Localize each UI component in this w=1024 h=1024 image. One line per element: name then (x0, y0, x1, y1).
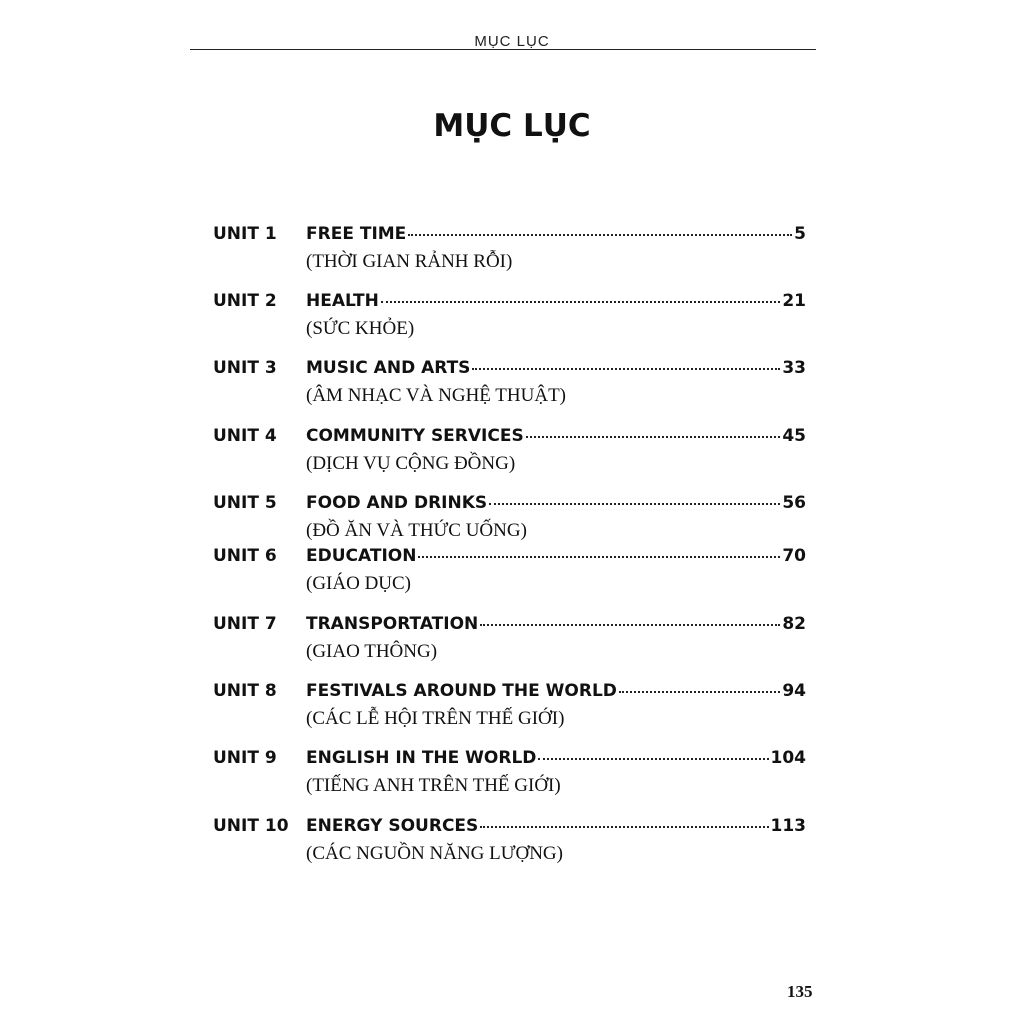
entry-title: HEALTH (306, 291, 379, 311)
entry-title: COMMUNITY SERVICES (306, 426, 524, 446)
entry-subtitle: (ÂM NHẠC VÀ NGHỆ THUẬT) (306, 385, 567, 406)
entry-subtitle: (SỨC KHỎE) (306, 318, 415, 339)
entry-title: FOOD AND DRINKS (306, 493, 488, 513)
entry-title: ENGLISH IN THE WORLD (306, 748, 537, 768)
unit-label: UNIT 9 (213, 748, 277, 768)
entry-page-number: 21 (782, 291, 806, 311)
entry-title-line (306, 748, 806, 768)
entry-title: ENERGY SOURCES (306, 816, 479, 836)
unit-label: UNIT 6 (213, 546, 277, 566)
entry-title: EDUCATION (306, 546, 417, 566)
entry-title-line (306, 816, 806, 836)
entry-page-number: 45 (782, 426, 806, 446)
dot-leader (418, 556, 780, 558)
unit-label: UNIT 5 (213, 493, 277, 513)
entry-title-line (306, 426, 806, 446)
entry-subtitle: (GIÁO DỤC) (306, 573, 412, 594)
dot-leader (619, 691, 780, 693)
unit-label: UNIT 4 (213, 426, 277, 446)
entry-title-line (306, 546, 806, 566)
entry-page-number: 33 (782, 358, 806, 378)
entry-page-number: 82 (782, 614, 806, 634)
entry-subtitle: (CÁC NGUỒN NĂNG LƯỢNG) (306, 843, 563, 864)
entry-title: FESTIVALS AROUND THE WORLD (306, 681, 617, 701)
entry-page-number: 104 (770, 748, 806, 768)
unit-label: UNIT 10 (213, 816, 289, 836)
unit-label: UNIT 1 (213, 224, 277, 244)
entry-subtitle: (TIẾNG ANH TRÊN THẾ GIỚI) (306, 775, 561, 796)
dot-leader (538, 758, 768, 760)
dot-leader (472, 368, 780, 370)
dot-leader (480, 624, 780, 626)
unit-label: UNIT 3 (213, 358, 277, 378)
dot-leader (381, 301, 780, 303)
entry-subtitle: (DỊCH VỤ CỘNG ĐỒNG) (306, 453, 516, 474)
entry-title-line (306, 614, 806, 634)
entry-subtitle: (CÁC LỄ HỘI TRÊN THẾ GIỚI) (306, 708, 565, 729)
entry-page-number: 113 (770, 816, 806, 836)
running-header: MỤC LỤC (474, 33, 550, 50)
entry-subtitle: (ĐỒ ĂN VÀ THỨC UỐNG) (306, 520, 527, 541)
dot-leader (489, 503, 780, 505)
entry-subtitle: (THỜI GIAN RẢNH RỖI) (306, 251, 513, 272)
page-title: MỤC LỤC (433, 108, 591, 144)
entry-title-line (306, 358, 806, 378)
unit-label: UNIT 8 (213, 681, 277, 701)
entry-title-line (306, 493, 806, 513)
entry-subtitle: (GIAO THÔNG) (306, 641, 438, 662)
entry-title-line (306, 291, 806, 311)
entry-title: FREE TIME (306, 224, 407, 244)
entry-title-line (306, 224, 806, 244)
dot-leader (408, 234, 792, 236)
dot-leader (480, 826, 768, 828)
entry-page-number: 94 (782, 681, 806, 701)
page-number: 135 (787, 982, 813, 1001)
entry-page-number: 5 (794, 224, 806, 244)
entry-title-line (306, 681, 806, 701)
unit-label: UNIT 2 (213, 291, 277, 311)
entry-title: MUSIC AND ARTS (306, 358, 471, 378)
dot-leader (526, 436, 781, 438)
entry-title: TRANSPORTATION (306, 614, 479, 634)
unit-label: UNIT 7 (213, 614, 277, 634)
entry-page-number: 56 (782, 493, 806, 513)
entry-page-number: 70 (782, 546, 806, 566)
